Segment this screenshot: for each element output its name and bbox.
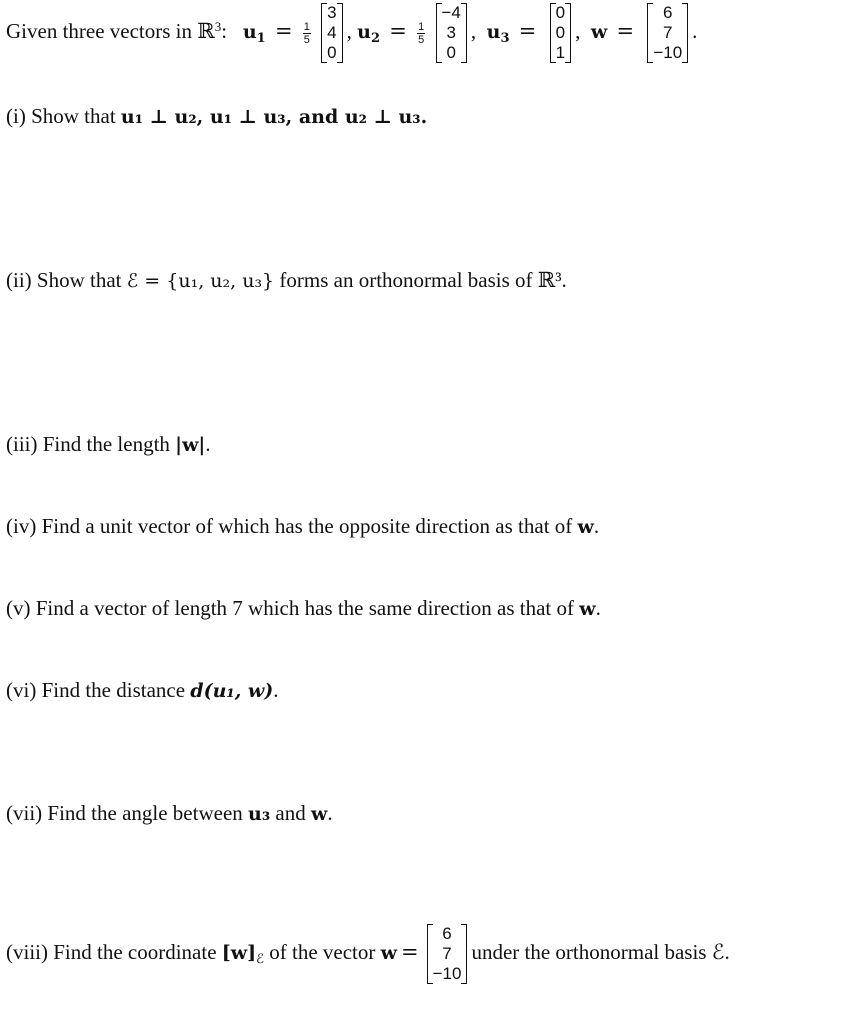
question-i: (i) Show that u₁ ⊥ u₂, u₁ ⊥ u₃, and u₂ ⊥ u₃. [6,104,428,128]
question-v: (v) Find a vector of length 7 which has the same direction as that of w. [6,596,601,620]
intro-line: Given three vectors in ℝ$^3$: $u_1$ = $\frac{1}{5}$ 3 4 0 , $u_2$ = $\frac{1}{5}$ −4 3 0 , $u_3$ = 0 0 1 , w = 6 7 −10 . [6,3,698,62]
u2-scalar: $\frac{1}{5}$ [418,20,425,46]
u2-vector: −4 3 0 [436,3,467,63]
question-vi: (vi) Find the distance d(u₁, w). [6,678,279,702]
u1-label: $u_1$ [242,20,266,46]
intro-dim: 3 [214,18,222,34]
question-ii: (ii) Show that ℰ = {u₁, u₂, u₃} forms an orthonormal basis of ℝ³. [6,268,567,292]
intro-colon: : [221,18,228,43]
u3-label: $u_3$ [486,20,510,46]
u1-vector: 3 4 0 [321,3,342,63]
w-vector-viii: 6 7 −10 [427,924,468,984]
coordinate-expr: $[w]_ℰ$ [221,941,265,967]
w-vector: 6 7 −10 [647,3,688,63]
w-label: w [590,20,608,43]
question-iv: (iv) Find a unit vector of which has the opposite direction as that of w. [6,514,600,538]
u3-vector: 0 0 1 [550,3,571,63]
question-vii: (vii) Find the angle between u₃ and w. [6,801,333,825]
question-viii: (viii) Find the coordinate $[w]_ℰ$ of the vector w = 6 7 −10 under the orthonormal basis ℰ. [6,924,730,983]
u2-label: $u_2$ [357,20,381,46]
question-iii: (iii) Find the length |w|. [6,432,211,456]
u1-scalar: $\frac{1}{5}$ [303,20,310,46]
intro-text: Given three vectors in ℝ [6,18,215,43]
